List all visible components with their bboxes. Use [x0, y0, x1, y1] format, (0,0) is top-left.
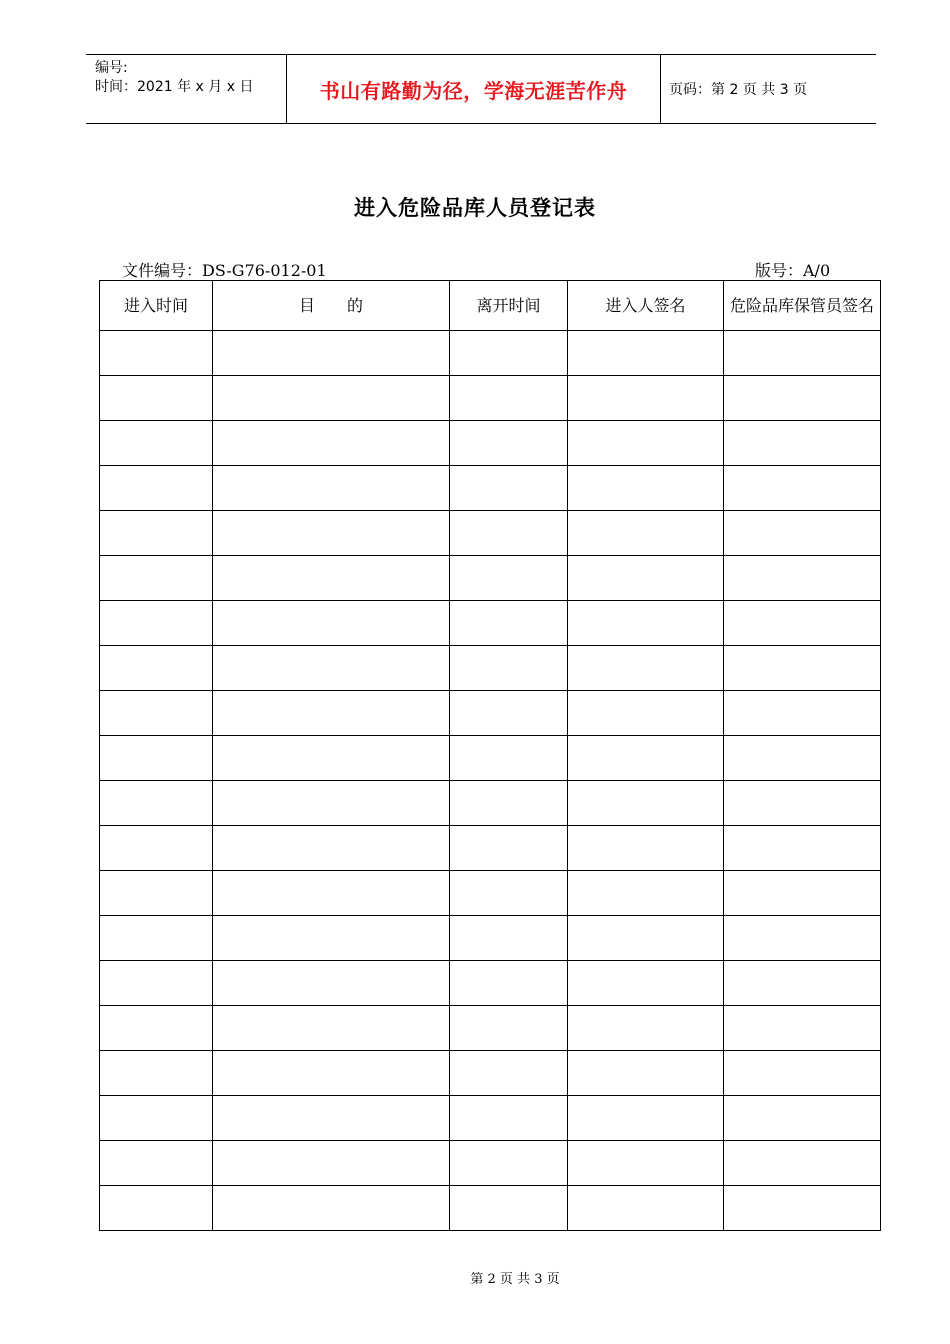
purpose-cell[interactable] — [213, 691, 450, 736]
exit-time-cell[interactable] — [450, 1051, 568, 1096]
header-left — [95, 59, 253, 97]
entry-time-cell[interactable] — [100, 466, 213, 511]
version-number: 版号：A/0 — [755, 261, 831, 280]
purpose-cell[interactable] — [213, 736, 450, 781]
purpose-cell[interactable] — [213, 1186, 450, 1231]
table-row — [100, 1096, 881, 1141]
table-row — [100, 736, 881, 781]
table-row — [100, 781, 881, 826]
purpose-cell[interactable] — [213, 376, 450, 421]
purpose-cell[interactable] — [213, 961, 450, 1006]
purpose-cell[interactable] — [213, 1096, 450, 1141]
table-row — [100, 331, 881, 376]
entry-time-cell[interactable] — [100, 556, 213, 601]
purpose-cell[interactable] — [213, 601, 450, 646]
exit-time-cell[interactable] — [450, 736, 568, 781]
purpose-cell[interactable] — [213, 556, 450, 601]
entry-time-cell[interactable] — [100, 601, 213, 646]
table-row — [100, 871, 881, 916]
exit-time-cell[interactable] — [450, 646, 568, 691]
entrant-signature-cell[interactable] — [568, 601, 724, 646]
entry-time-cell[interactable] — [100, 1051, 213, 1096]
table-row — [100, 1051, 881, 1096]
exit-time-cell[interactable] — [450, 556, 568, 601]
column-header-exit-time: 离开时间 — [450, 281, 568, 331]
entrant-signature-cell[interactable] — [568, 961, 724, 1006]
header-motto: 书山有路勤为径，学海无涯苦作舟 — [319, 78, 628, 103]
table-row — [100, 421, 881, 466]
keeper-signature-cell[interactable] — [724, 556, 881, 601]
page-header — [86, 54, 876, 124]
entry-time-cell[interactable] — [100, 781, 213, 826]
entry-time-cell[interactable] — [100, 1141, 213, 1186]
entrant-signature-cell[interactable] — [568, 376, 724, 421]
entrant-signature-cell[interactable] — [568, 646, 724, 691]
column-header-purpose: 目 的 — [213, 281, 450, 331]
entrant-signature-cell[interactable] — [568, 1051, 724, 1096]
table-row — [100, 466, 881, 511]
column-header-entry-time: 进入时间 — [100, 281, 213, 331]
purpose-cell[interactable] — [213, 781, 450, 826]
entry-time-cell[interactable] — [100, 961, 213, 1006]
purpose-cell[interactable] — [213, 916, 450, 961]
entry-time-cell[interactable] — [100, 916, 213, 961]
entry-time-cell[interactable] — [100, 421, 213, 466]
entrant-signature-cell[interactable] — [568, 781, 724, 826]
keeper-signature-cell[interactable] — [724, 646, 881, 691]
keeper-signature-cell[interactable] — [724, 1051, 881, 1096]
column-header-entrant-signature: 进入人签名 — [568, 281, 724, 331]
keeper-signature-cell[interactable] — [724, 421, 881, 466]
table-header-row — [100, 281, 881, 331]
entry-time-cell[interactable] — [100, 331, 213, 376]
entrant-signature-cell[interactable] — [568, 1186, 724, 1231]
exit-time-cell[interactable] — [450, 781, 568, 826]
entrant-signature-cell[interactable] — [568, 331, 724, 376]
purpose-cell[interactable] — [213, 1051, 450, 1096]
entrant-signature-cell[interactable] — [568, 511, 724, 556]
keeper-signature-cell[interactable] — [724, 691, 881, 736]
purpose-cell[interactable] — [213, 1006, 450, 1051]
table-row — [100, 1141, 881, 1186]
table-row — [100, 961, 881, 1006]
purpose-cell[interactable] — [213, 331, 450, 376]
header-page-info: 页码：第 2 页 共 3 页 — [669, 82, 808, 98]
exit-time-cell[interactable] — [450, 331, 568, 376]
entrant-signature-cell[interactable] — [568, 871, 724, 916]
entrant-signature-cell[interactable] — [568, 1006, 724, 1051]
exit-time-cell[interactable] — [450, 466, 568, 511]
entry-time-cell[interactable] — [100, 646, 213, 691]
entrant-signature-cell[interactable] — [568, 421, 724, 466]
purpose-cell[interactable] — [213, 646, 450, 691]
purpose-cell[interactable] — [213, 826, 450, 871]
page-footer: 第 2 页 共 3 页 — [470, 1272, 560, 1287]
registration-table — [99, 280, 881, 1231]
entry-time-cell[interactable] — [100, 826, 213, 871]
keeper-signature-cell[interactable] — [724, 736, 881, 781]
entry-time-cell[interactable] — [100, 736, 213, 781]
keeper-signature-cell[interactable] — [724, 916, 881, 961]
entry-time-cell[interactable] — [100, 511, 213, 556]
table-row — [100, 376, 881, 421]
exit-time-cell[interactable] — [450, 1096, 568, 1141]
keeper-signature-cell[interactable] — [724, 826, 881, 871]
keeper-signature-cell[interactable] — [724, 511, 881, 556]
entry-time-cell[interactable] — [100, 1006, 213, 1051]
exit-time-cell[interactable] — [450, 916, 568, 961]
keeper-signature-cell[interactable] — [724, 376, 881, 421]
entry-time-cell[interactable] — [100, 1186, 213, 1231]
purpose-cell[interactable] — [213, 1141, 450, 1186]
exit-time-cell[interactable] — [450, 376, 568, 421]
table-row — [100, 691, 881, 736]
purpose-cell[interactable] — [213, 871, 450, 916]
entry-time-cell[interactable] — [100, 871, 213, 916]
entry-time-cell[interactable] — [100, 691, 213, 736]
entrant-signature-cell[interactable] — [568, 916, 724, 961]
exit-time-cell[interactable] — [450, 511, 568, 556]
keeper-signature-cell[interactable] — [724, 331, 881, 376]
table-row — [100, 1006, 881, 1051]
entry-time-cell[interactable] — [100, 376, 213, 421]
table-row — [100, 826, 881, 871]
keeper-signature-cell[interactable] — [724, 1141, 881, 1186]
header-divider — [660, 55, 661, 123]
exit-time-cell[interactable] — [450, 1186, 568, 1231]
entry-time-cell[interactable] — [100, 1096, 213, 1141]
exit-time-cell[interactable] — [450, 691, 568, 736]
exit-time-cell[interactable] — [450, 1141, 568, 1186]
file-number: 文件编号：DS-G76-012-01 — [122, 261, 327, 280]
exit-time-cell[interactable] — [450, 1006, 568, 1051]
column-header-keeper-signature — [724, 281, 881, 331]
entrant-signature-cell[interactable] — [568, 1141, 724, 1186]
table-row — [100, 1186, 881, 1231]
keeper-signature-cell[interactable] — [724, 466, 881, 511]
exit-time-cell[interactable] — [450, 601, 568, 646]
keeper-signature-cell[interactable] — [724, 601, 881, 646]
purpose-cell[interactable] — [213, 511, 450, 556]
entrant-signature-cell[interactable] — [568, 466, 724, 511]
exit-time-cell[interactable] — [450, 871, 568, 916]
exit-time-cell[interactable] — [450, 826, 568, 871]
document-number-label: 编号: — [95, 60, 128, 76]
keeper-signature-cell[interactable] — [724, 871, 881, 916]
keeper-signature-cell[interactable] — [724, 781, 881, 826]
exit-time-cell[interactable] — [450, 421, 568, 466]
table-row — [100, 601, 881, 646]
purpose-cell[interactable] — [213, 421, 450, 466]
purpose-cell[interactable] — [213, 466, 450, 511]
table-row — [100, 511, 881, 556]
keeper-signature-cell[interactable] — [724, 1186, 881, 1231]
keeper-signature-cell[interactable] — [724, 1096, 881, 1141]
page-title: 进入危险品库人员登记表 — [354, 196, 596, 220]
entrant-signature-cell[interactable] — [568, 736, 724, 781]
document-time-label: 时间：2021 年 x 月 x 日 — [95, 79, 254, 95]
exit-time-cell[interactable] — [450, 961, 568, 1006]
entrant-signature-cell[interactable] — [568, 1096, 724, 1141]
table-row — [100, 646, 881, 691]
keeper-signature-cell[interactable] — [724, 961, 881, 1006]
keeper-signature-label: 危险品库保管员签名 — [730, 295, 875, 315]
entrant-signature-cell[interactable] — [568, 691, 724, 736]
keeper-signature-cell[interactable] — [724, 1006, 881, 1051]
table-row — [100, 916, 881, 961]
entrant-signature-cell[interactable] — [568, 556, 724, 601]
table-row — [100, 556, 881, 601]
entrant-signature-cell[interactable] — [568, 826, 724, 871]
